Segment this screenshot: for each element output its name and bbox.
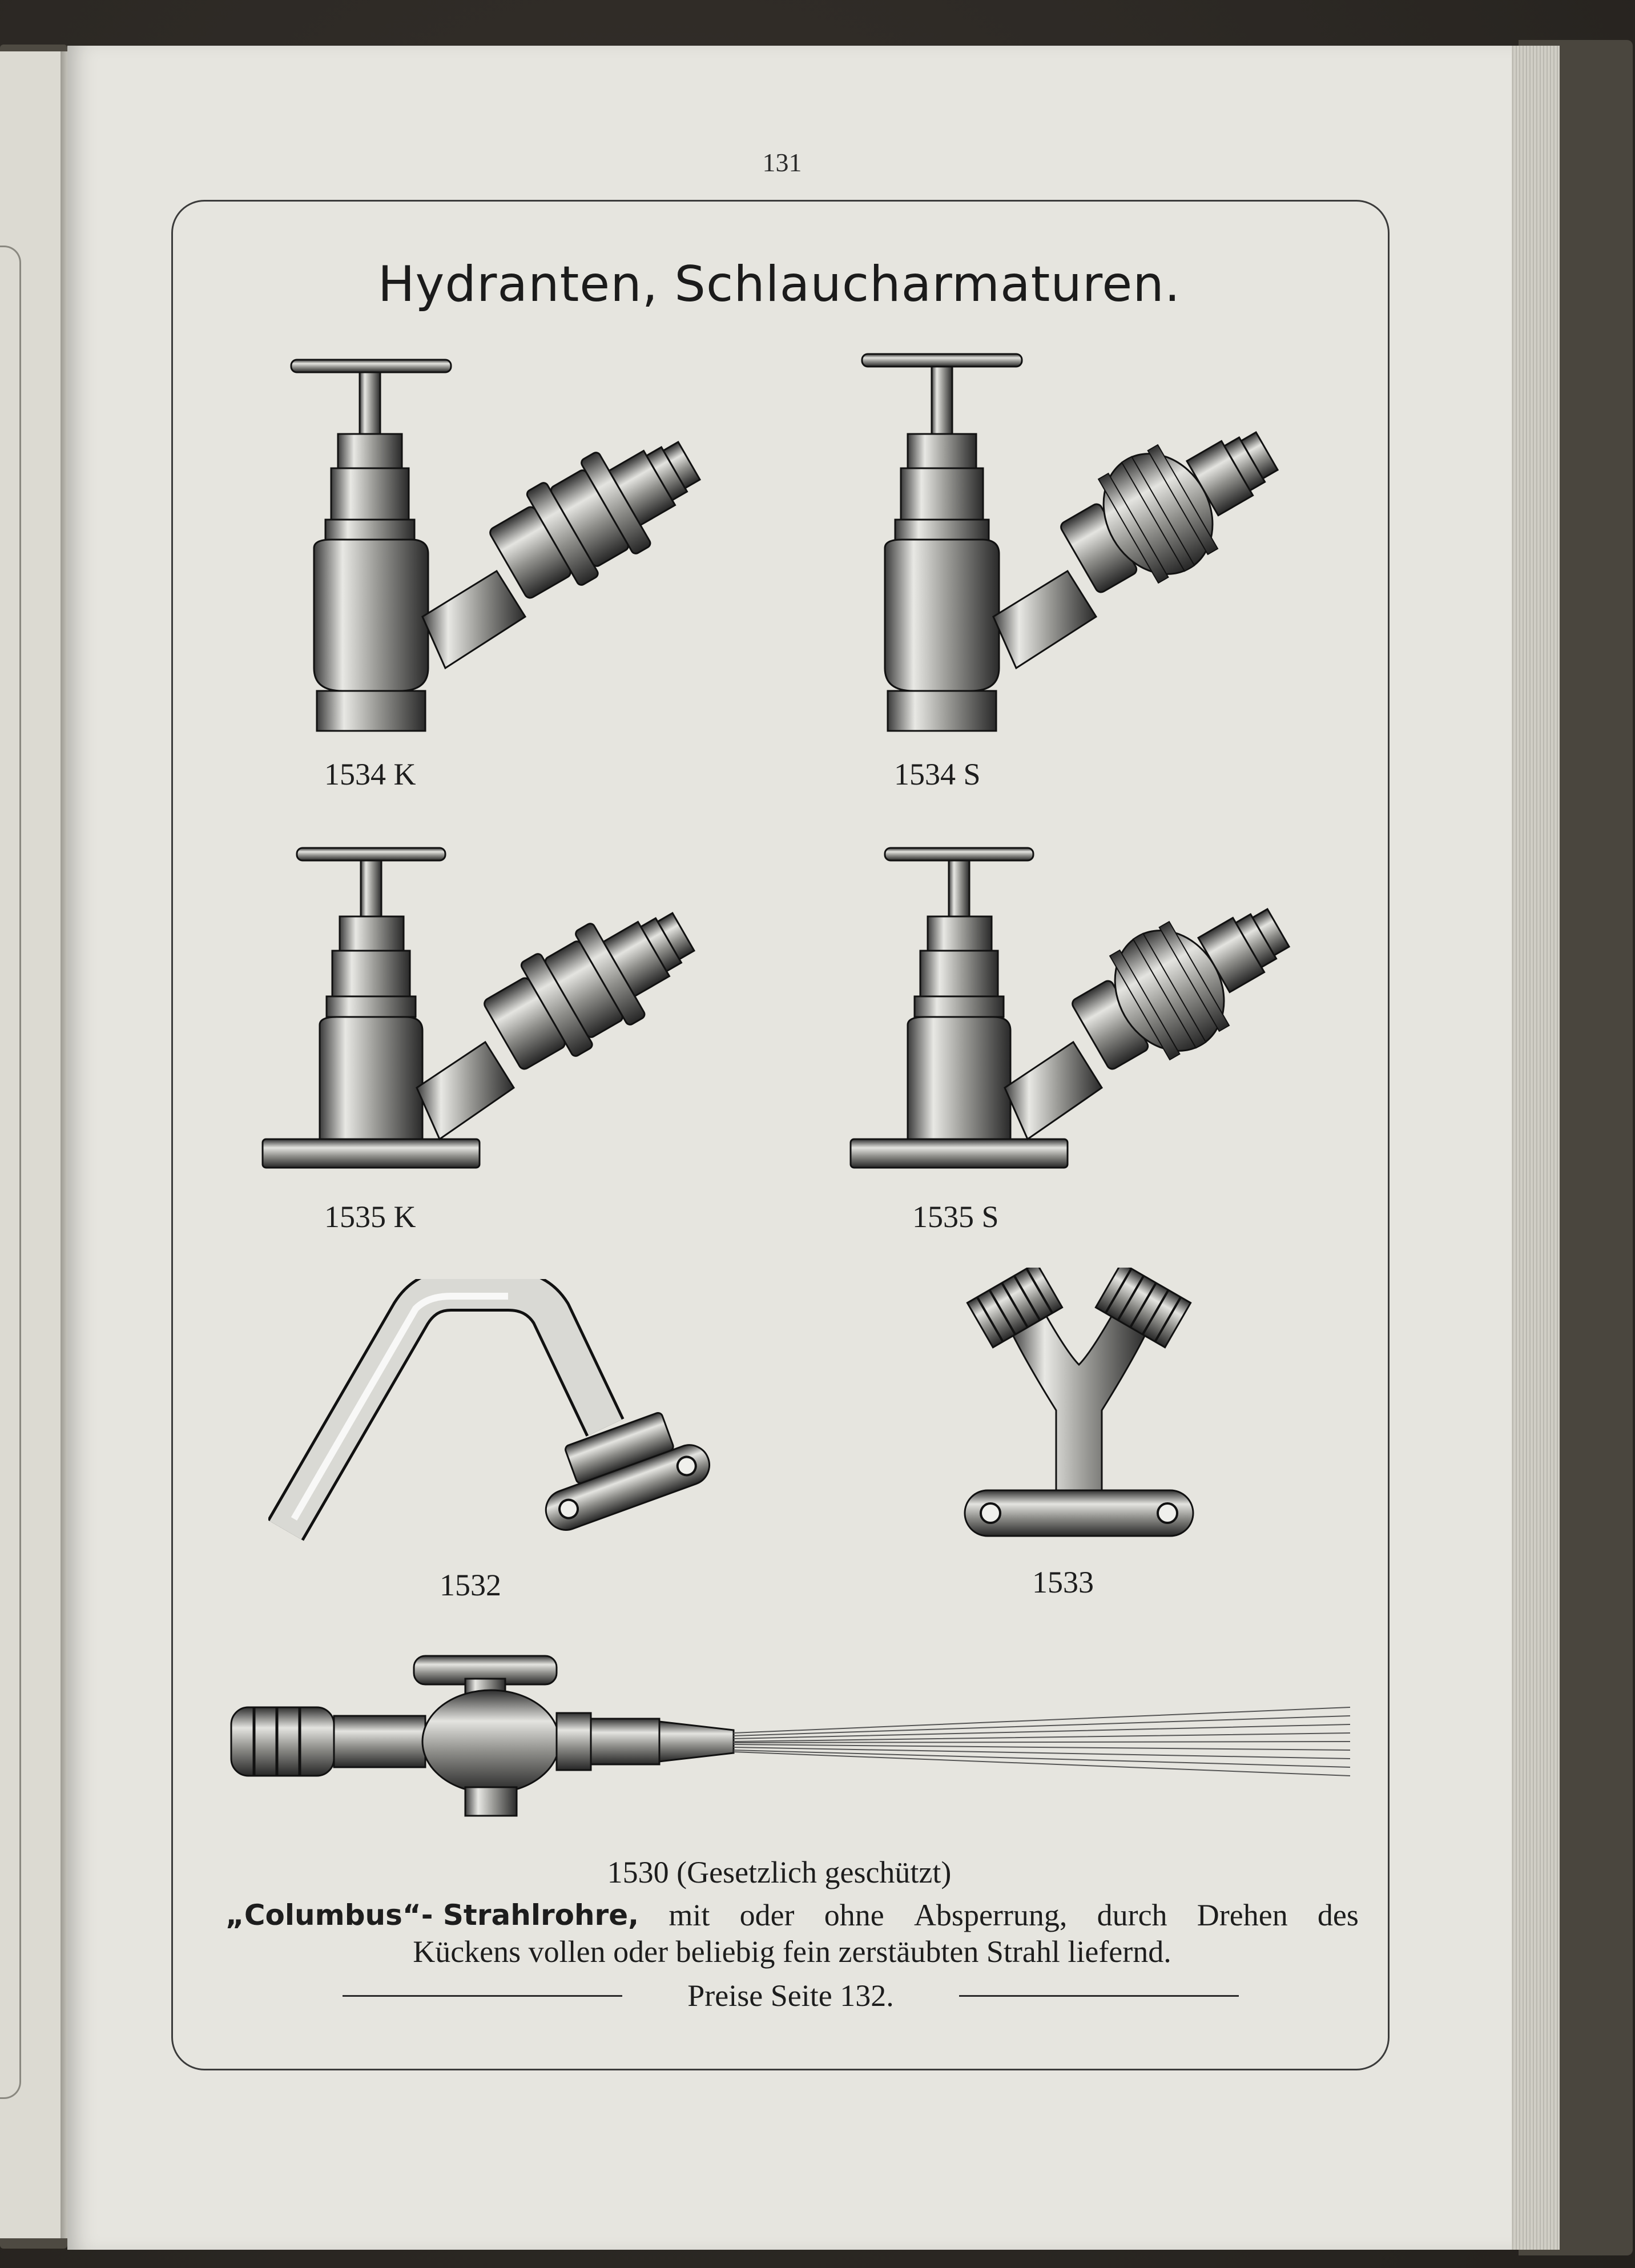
- flanged-valve-coupling-s-icon: [845, 842, 1313, 1191]
- description-line-1: [225, 1897, 1359, 1933]
- valve-coupling-k-icon: [257, 348, 714, 742]
- page-stack-edges: [1507, 46, 1560, 2250]
- description-word: oder: [739, 1898, 795, 1932]
- y-branch-fitting-icon: [948, 1268, 1210, 1553]
- description-word: Absperrung,: [913, 1898, 1068, 1932]
- spray-nozzle-icon: [225, 1622, 1367, 1839]
- product-1535s-label: 1535 S: [912, 1200, 999, 1234]
- description-word: des: [1317, 1898, 1359, 1932]
- page-number: 131: [762, 148, 802, 177]
- product-1535k-label: 1535 K: [324, 1200, 416, 1234]
- flanged-valve-coupling-k-icon: [257, 842, 725, 1191]
- description-word: mit: [669, 1898, 710, 1932]
- product-1533-label: 1533: [1032, 1565, 1094, 1599]
- right-rule: [959, 1995, 1239, 1997]
- previous-page-edge: [0, 51, 61, 2238]
- product-1534k-label: 1534 K: [324, 757, 416, 791]
- product-1534s-label: 1534 S: [894, 757, 981, 791]
- product-name: „Columbus“- Strahlrohre,: [225, 1899, 639, 1932]
- description-word: ohne: [824, 1898, 884, 1932]
- bent-standpipe-icon: [268, 1279, 736, 1576]
- price-note: Preise Seite 132.: [687, 1979, 894, 2013]
- description-word: durch: [1097, 1898, 1167, 1932]
- price-reference: [343, 1976, 1239, 2016]
- nozzle-description: [225, 1897, 1359, 1970]
- page-title: Hydranten, Schlaucharmaturen.: [377, 256, 1181, 313]
- previous-page-frame: [0, 246, 21, 2099]
- description-word: Drehen: [1197, 1898, 1288, 1932]
- nozzle-caption: 1530 (Gesetzlich geschützt): [607, 1855, 952, 1889]
- product-1532-label: 1532: [440, 1568, 501, 1602]
- left-rule: [343, 1995, 622, 1997]
- description-line-2: Kückens vollen oder beliebig fein zerstäubten Strahl liefernd.: [413, 1935, 1171, 1969]
- valve-coupling-s-icon: [828, 343, 1296, 742]
